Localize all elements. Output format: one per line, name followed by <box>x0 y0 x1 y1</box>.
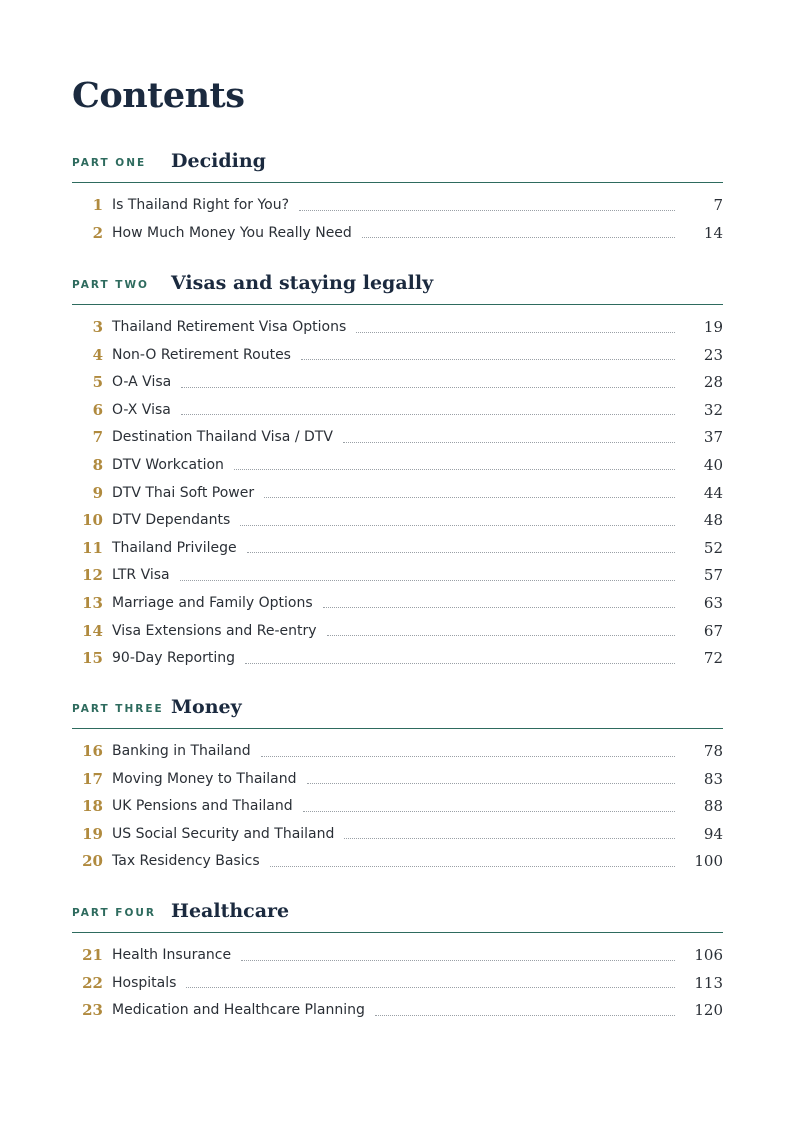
chapter-number: 2 <box>92 223 103 242</box>
chapter-title: DTV Workcation <box>112 456 224 473</box>
part-title: Visas and staying legally <box>171 272 434 294</box>
toc-entry[interactable] <box>72 507 723 535</box>
dot-leader <box>261 755 675 757</box>
chapter-title: Non-O Retirement Routes <box>112 346 291 363</box>
toc-entry[interactable] <box>72 397 723 425</box>
chapter-title-wrap <box>112 851 675 871</box>
chapter-title: Hospitals <box>112 974 177 991</box>
chapter-title-wrap <box>112 824 675 844</box>
chapter-title: DTV Dependants <box>112 512 231 529</box>
chapter-title-wrap <box>112 195 675 215</box>
chapter-title: Destination Thailand Visa / DTV <box>112 429 333 446</box>
toc-entry[interactable] <box>72 821 723 849</box>
part-label: PART ONE <box>72 157 147 169</box>
part-section <box>72 892 723 1025</box>
chapter-title: How Much Money You Really Need <box>112 224 352 241</box>
chapter-title-wrap <box>112 372 675 392</box>
toc-entry[interactable] <box>72 848 723 876</box>
chapter-title: O-A Visa <box>112 374 172 391</box>
chapter-title: DTV Thai Soft Power <box>112 484 255 501</box>
part-header <box>72 264 723 305</box>
page-number: 94 <box>703 824 723 843</box>
chapter-title: Health Insurance <box>112 947 232 963</box>
page-number: 72 <box>703 649 723 668</box>
dot-leader <box>307 782 675 784</box>
part-section <box>72 264 723 673</box>
toc-entry[interactable] <box>72 424 723 452</box>
chapter-number: 17 <box>82 769 103 788</box>
part-label: PART THREE <box>72 703 164 715</box>
chapter-title: US Social Security and Thailand <box>112 825 335 842</box>
page-number: 40 <box>703 455 723 474</box>
page-number: 100 <box>694 852 723 871</box>
page-number: 14 <box>703 223 723 242</box>
chapter-title: Thailand Retirement Visa Options <box>112 319 347 335</box>
page-number: 78 <box>703 742 723 760</box>
chapter-title: UK Pensions and Thailand <box>112 798 293 815</box>
dot-leader <box>344 837 675 839</box>
dot-leader <box>270 865 675 867</box>
chapter-title: Is Thailand Right for You? <box>112 197 290 213</box>
chapter-number: 14 <box>82 621 103 640</box>
page-number: 37 <box>703 428 723 447</box>
chapter-number: 20 <box>82 852 103 871</box>
chapter-title-wrap <box>112 427 675 447</box>
chapter-list <box>72 183 723 247</box>
chapter-title: Banking in Thailand <box>112 743 251 759</box>
dot-leader <box>327 634 675 636</box>
page-number: 106 <box>694 946 723 964</box>
dot-leader <box>186 986 675 988</box>
dot-leader <box>303 810 675 812</box>
toc-entry[interactable] <box>72 480 723 508</box>
dot-leader <box>375 1014 675 1016</box>
toc-entry[interactable] <box>72 535 723 563</box>
page-number: 120 <box>694 1001 723 1020</box>
part-section <box>72 142 723 247</box>
chapter-number: 4 <box>92 345 103 364</box>
dot-leader <box>301 358 675 360</box>
page-number: 113 <box>694 973 723 992</box>
chapter-title: Medication and Healthcare Planning <box>112 1002 365 1019</box>
page-number: 7 <box>713 196 723 214</box>
chapter-title-wrap <box>112 565 675 585</box>
dot-leader <box>356 331 675 333</box>
chapter-title-wrap <box>112 1000 675 1020</box>
toc-entry[interactable] <box>72 192 723 220</box>
chapter-title-wrap <box>112 538 675 558</box>
dot-leader <box>240 524 675 526</box>
page-title: Contents <box>72 75 245 116</box>
dot-leader <box>245 662 675 664</box>
chapter-number: 13 <box>82 593 103 612</box>
toc-entry[interactable] <box>72 562 723 590</box>
dot-leader <box>362 236 675 238</box>
chapter-title: 90-Day Reporting <box>112 650 236 667</box>
part-label: PART TWO <box>72 279 149 291</box>
page-number: 67 <box>703 621 723 640</box>
chapter-title-wrap <box>112 769 675 789</box>
dot-leader <box>264 496 675 498</box>
chapter-title-wrap <box>112 223 675 243</box>
toc-entry[interactable] <box>72 793 723 821</box>
dot-leader <box>241 959 675 961</box>
page-number: 88 <box>703 797 723 816</box>
dot-leader <box>181 413 675 415</box>
page-number: 83 <box>703 769 723 788</box>
dot-leader <box>343 441 675 443</box>
part-header <box>72 142 723 183</box>
chapter-title-wrap <box>112 945 675 965</box>
chapter-title: Tax Residency Basics <box>112 853 260 870</box>
chapter-title-wrap <box>112 648 675 668</box>
toc-entry[interactable] <box>72 766 723 794</box>
chapter-title-wrap <box>112 400 675 420</box>
toc-entry[interactable] <box>72 590 723 618</box>
chapter-number: 6 <box>92 400 103 419</box>
chapter-title: Thailand Privilege <box>112 539 237 556</box>
chapter-number: 1 <box>92 196 103 214</box>
toc-entry[interactable] <box>72 220 723 248</box>
chapter-number: 7 <box>92 428 103 447</box>
dot-leader <box>181 386 675 388</box>
part-header <box>72 892 723 933</box>
chapter-title: Marriage and Family Options <box>112 594 313 611</box>
chapter-title: Moving Money to Thailand <box>112 770 297 787</box>
dot-leader <box>247 551 675 553</box>
page-number: 52 <box>703 538 723 557</box>
chapter-number: 9 <box>92 483 103 502</box>
part-section <box>72 688 723 876</box>
page-number: 44 <box>703 483 723 502</box>
toc-entry[interactable] <box>72 369 723 397</box>
chapter-title-wrap <box>112 796 675 816</box>
chapter-title-wrap <box>112 593 675 613</box>
page-number: 63 <box>703 593 723 612</box>
chapter-title-wrap <box>112 317 675 337</box>
chapter-number: 21 <box>82 946 103 964</box>
dot-leader <box>234 468 675 470</box>
chapter-number: 15 <box>82 649 103 668</box>
part-title: Healthcare <box>171 900 290 922</box>
toc-entry[interactable] <box>72 645 723 673</box>
page-number: 23 <box>703 345 723 364</box>
chapter-number: 23 <box>82 1001 103 1020</box>
chapter-title-wrap <box>112 510 675 530</box>
toc-entry[interactable] <box>72 314 723 342</box>
chapter-list <box>72 933 723 1025</box>
chapter-number: 10 <box>82 511 103 530</box>
chapter-title-wrap <box>112 455 675 475</box>
chapter-title-wrap <box>112 973 675 993</box>
dot-leader <box>180 579 675 581</box>
chapter-number: 5 <box>92 373 103 392</box>
chapter-title-wrap <box>112 621 675 641</box>
chapter-title: Visa Extensions and Re-entry <box>112 622 317 639</box>
toc-entry[interactable] <box>72 942 723 970</box>
chapter-number: 19 <box>82 824 103 843</box>
chapter-number: 18 <box>82 797 103 816</box>
part-label: PART FOUR <box>72 907 156 919</box>
chapter-number: 12 <box>82 566 103 585</box>
part-title: Money <box>171 696 242 718</box>
page-number: 32 <box>703 400 723 419</box>
toc-entry[interactable] <box>72 618 723 646</box>
chapter-number: 3 <box>92 318 103 336</box>
chapter-title: O-X Visa <box>112 401 171 418</box>
chapter-title-wrap <box>112 345 675 365</box>
chapter-title-wrap <box>112 483 675 503</box>
chapter-number: 8 <box>92 455 103 474</box>
part-title: Deciding <box>171 150 266 172</box>
page-number: 48 <box>703 511 723 530</box>
dot-leader <box>323 606 675 608</box>
page-number: 19 <box>703 318 723 336</box>
chapter-list <box>72 729 723 876</box>
toc-entry[interactable] <box>72 970 723 998</box>
toc-entry[interactable] <box>72 738 723 766</box>
page-number: 28 <box>703 373 723 392</box>
page-number: 57 <box>703 566 723 585</box>
chapter-list <box>72 305 723 673</box>
toc-entry[interactable] <box>72 997 723 1025</box>
part-header <box>72 688 723 729</box>
dot-leader <box>299 209 675 211</box>
toc-entry[interactable] <box>72 342 723 370</box>
chapter-number: 16 <box>82 742 103 760</box>
chapter-title-wrap <box>112 741 675 761</box>
chapter-number: 22 <box>82 973 103 992</box>
chapter-title: LTR Visa <box>112 567 170 584</box>
chapter-number: 11 <box>82 538 103 557</box>
toc-entry[interactable] <box>72 452 723 480</box>
